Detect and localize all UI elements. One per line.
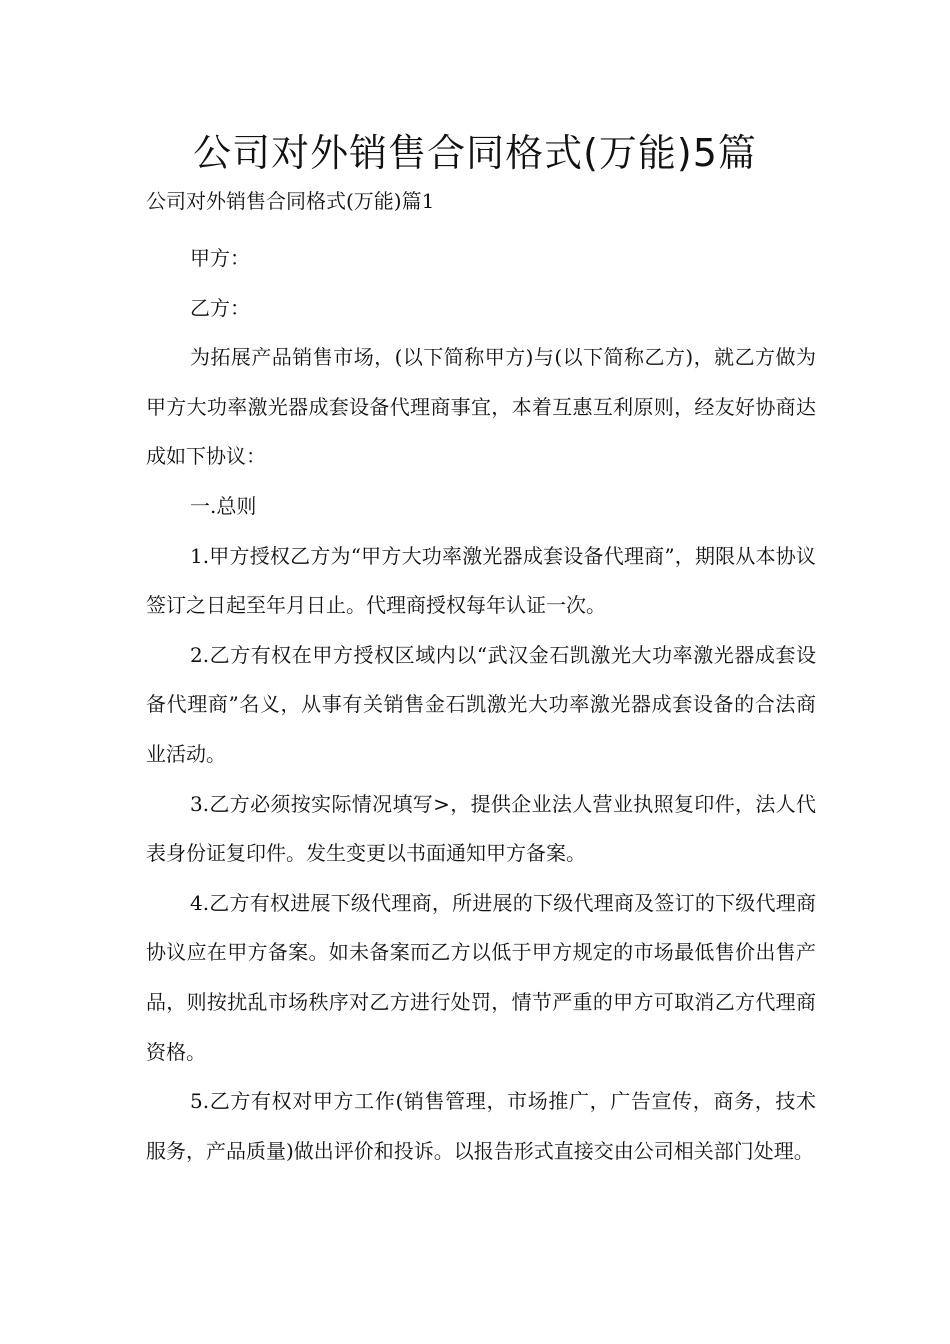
document-subtitle: 公司对外销售合同格式(万能)篇1 [146, 189, 435, 213]
clause-paragraph: 5.乙方有权对甲方工作(销售管理，市场推广，广告宣传，商务，技术服务，产品质量)做出评价和投诉。以报告形式直接交由公司相关部门处理。 [146, 1089, 816, 1163]
document-body [146, 234, 816, 1176]
party-b-line: 乙方： [190, 295, 250, 320]
preamble-paragraph: 为拓展产品销售市场，(以下简称甲方)与(以下简称乙方)，就乙方做为甲方大功率激光器成套设备代理商事宜，本着互惠互利原则，经友好协商达成如下协议： [146, 345, 816, 469]
clause-paragraph: 4.乙方有权进展下级代理商，所进展的下级代理商及签订的下级代理商协议应在甲方备案。如未备案而乙方以低于甲方规定的市场最低售价出售产品，则按扰乱市场秩序对乙方进行处罚，情节严重的甲方可取消乙方代理商资格。 [146, 890, 816, 1064]
clause-paragraph: 2.乙方有权在甲方授权区域内以“武汉金石凯激光大功率激光器成套设备代理商”名义，从事有关销售金石凯激光大功率激光器成套设备的合法商业活动。 [146, 642, 816, 766]
section-heading: 一.总则 [190, 493, 257, 518]
party-a-line: 甲方： [190, 246, 250, 270]
document-title: 公司对外销售合同格式(万能)5篇 [193, 131, 757, 175]
clause-paragraph: 1.甲方授权乙方为“甲方大功率激光器成套设备代理商”，期限从本协议签订之日起至年月日止。代理商授权每年认证一次。 [146, 543, 816, 618]
clause-paragraph: 3.乙方必须按实际情况填写>，提供企业法人营业执照复印件，法人代表身份证复印件。发生变更以书面通知甲方备案。 [146, 791, 816, 866]
